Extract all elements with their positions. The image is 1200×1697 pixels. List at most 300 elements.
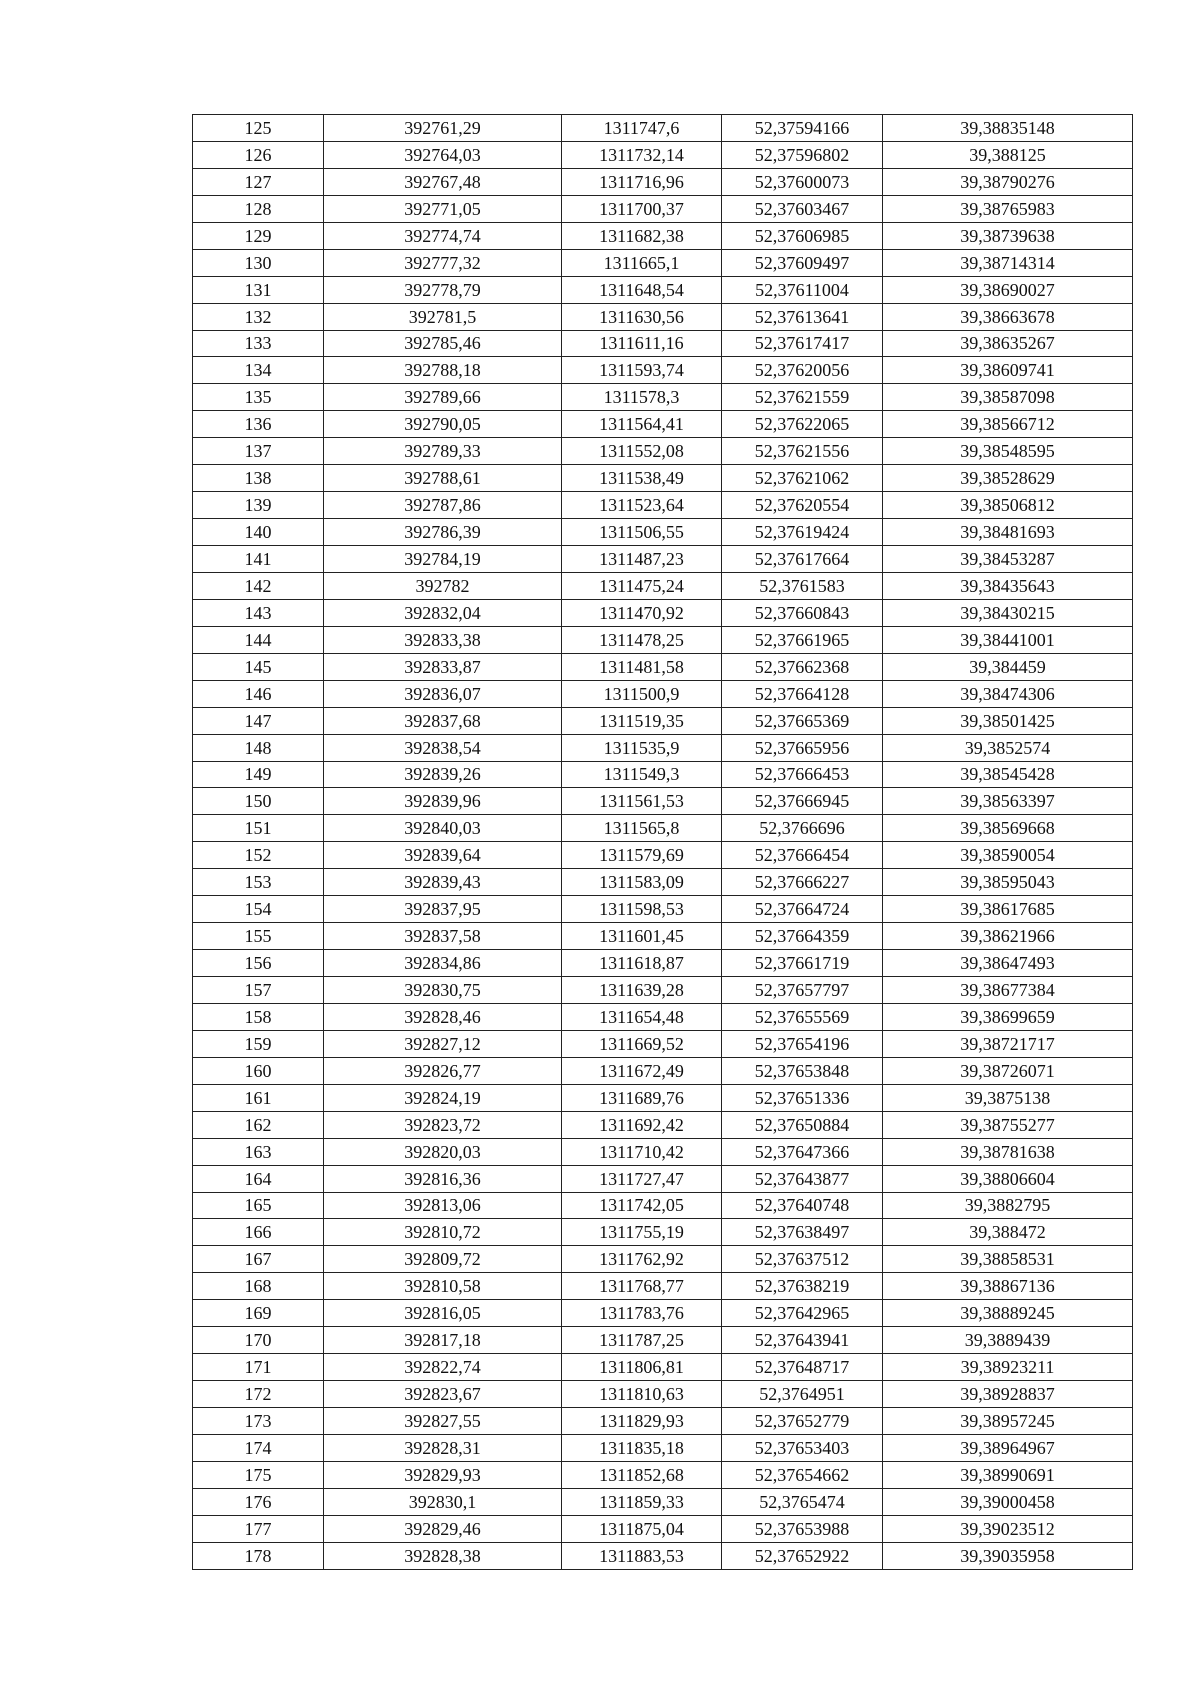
point-number-cell: 131	[193, 276, 324, 303]
longitude-cell: 39,38566712	[883, 411, 1133, 438]
point-number-cell: 178	[193, 1542, 324, 1569]
point-number-cell: 156	[193, 950, 324, 977]
point-number-cell: 168	[193, 1273, 324, 1300]
x-coordinate-cell: 392833,38	[324, 626, 562, 653]
longitude-cell: 39,38617685	[883, 896, 1133, 923]
latitude-cell: 52,37638497	[722, 1219, 883, 1246]
x-coordinate-cell: 392833,87	[324, 653, 562, 680]
point-number-cell: 152	[193, 842, 324, 869]
table-row	[193, 680, 1133, 707]
latitude-cell: 52,37657797	[722, 977, 883, 1004]
point-number-cell: 139	[193, 492, 324, 519]
y-coordinate-cell: 1311500,9	[562, 680, 722, 707]
y-coordinate-cell: 1311598,53	[562, 896, 722, 923]
table-row	[193, 357, 1133, 384]
table-row	[193, 1515, 1133, 1542]
longitude-cell: 39,38481693	[883, 519, 1133, 546]
table-row	[193, 653, 1133, 680]
table-row	[193, 1003, 1133, 1030]
y-coordinate-cell: 1311859,33	[562, 1488, 722, 1515]
latitude-cell: 52,37653988	[722, 1515, 883, 1542]
longitude-cell: 39,38867136	[883, 1273, 1133, 1300]
y-coordinate-cell: 1311630,56	[562, 303, 722, 330]
latitude-cell: 52,37621556	[722, 438, 883, 465]
table-row	[193, 141, 1133, 168]
latitude-cell: 52,37666945	[722, 788, 883, 815]
table-row	[193, 195, 1133, 222]
latitude-cell: 52,37643941	[722, 1327, 883, 1354]
latitude-cell: 52,37642965	[722, 1300, 883, 1327]
latitude-cell: 52,37654196	[722, 1030, 883, 1057]
latitude-cell: 52,37653403	[722, 1434, 883, 1461]
table-row	[193, 438, 1133, 465]
latitude-cell: 52,37652779	[722, 1408, 883, 1435]
table-row	[193, 546, 1133, 573]
latitude-cell: 52,37666227	[722, 869, 883, 896]
point-number-cell: 176	[193, 1488, 324, 1515]
point-number-cell: 154	[193, 896, 324, 923]
y-coordinate-cell: 1311519,35	[562, 707, 722, 734]
table-row	[193, 869, 1133, 896]
y-coordinate-cell: 1311716,96	[562, 168, 722, 195]
longitude-cell: 39,39000458	[883, 1488, 1133, 1515]
point-number-cell: 128	[193, 195, 324, 222]
point-number-cell: 162	[193, 1111, 324, 1138]
point-number-cell: 175	[193, 1461, 324, 1488]
longitude-cell: 39,38739638	[883, 222, 1133, 249]
y-coordinate-cell: 1311742,05	[562, 1192, 722, 1219]
table-row	[193, 115, 1133, 142]
latitude-cell: 52,37621559	[722, 384, 883, 411]
x-coordinate-cell: 392836,07	[324, 680, 562, 707]
point-number-cell: 141	[193, 546, 324, 573]
x-coordinate-cell: 392781,5	[324, 303, 562, 330]
x-coordinate-cell: 392828,38	[324, 1542, 562, 1569]
latitude-cell: 52,37613641	[722, 303, 883, 330]
latitude-cell: 52,37596802	[722, 141, 883, 168]
longitude-cell: 39,38453287	[883, 546, 1133, 573]
latitude-cell: 52,37643877	[722, 1165, 883, 1192]
x-coordinate-cell: 392788,61	[324, 465, 562, 492]
latitude-cell: 52,37640748	[722, 1192, 883, 1219]
y-coordinate-cell: 1311700,37	[562, 195, 722, 222]
y-coordinate-cell: 1311523,64	[562, 492, 722, 519]
latitude-cell: 52,37617664	[722, 546, 883, 573]
y-coordinate-cell: 1311829,93	[562, 1408, 722, 1435]
point-number-cell: 130	[193, 249, 324, 276]
latitude-cell: 52,37637512	[722, 1246, 883, 1273]
table-row	[193, 1273, 1133, 1300]
longitude-cell: 39,39035958	[883, 1542, 1133, 1569]
point-number-cell: 157	[193, 977, 324, 1004]
latitude-cell: 52,37647366	[722, 1138, 883, 1165]
longitude-cell: 39,38590054	[883, 842, 1133, 869]
longitude-cell: 39,38430215	[883, 599, 1133, 626]
longitude-cell: 39,38501425	[883, 707, 1133, 734]
x-coordinate-cell: 392830,1	[324, 1488, 562, 1515]
table-row	[193, 249, 1133, 276]
x-coordinate-cell: 392774,74	[324, 222, 562, 249]
longitude-cell: 39,38957245	[883, 1408, 1133, 1435]
point-number-cell: 138	[193, 465, 324, 492]
table-row	[193, 1111, 1133, 1138]
latitude-cell: 52,37600073	[722, 168, 883, 195]
point-number-cell: 134	[193, 357, 324, 384]
longitude-cell: 39,38714314	[883, 249, 1133, 276]
longitude-cell: 39,38506812	[883, 492, 1133, 519]
x-coordinate-cell: 392839,96	[324, 788, 562, 815]
coordinates-table	[192, 114, 1133, 1570]
latitude-cell: 52,37620056	[722, 357, 883, 384]
x-coordinate-cell: 392828,31	[324, 1434, 562, 1461]
x-coordinate-cell: 392761,29	[324, 115, 562, 142]
y-coordinate-cell: 1311487,23	[562, 546, 722, 573]
y-coordinate-cell: 1311692,42	[562, 1111, 722, 1138]
x-coordinate-cell: 392784,19	[324, 546, 562, 573]
x-coordinate-cell: 392830,75	[324, 977, 562, 1004]
x-coordinate-cell: 392785,46	[324, 330, 562, 357]
longitude-cell: 39,3889439	[883, 1327, 1133, 1354]
longitude-cell: 39,38677384	[883, 977, 1133, 1004]
x-coordinate-cell: 392790,05	[324, 411, 562, 438]
latitude-cell: 52,3765474	[722, 1488, 883, 1515]
x-coordinate-cell: 392813,06	[324, 1192, 562, 1219]
point-number-cell: 145	[193, 653, 324, 680]
longitude-cell: 39,38781638	[883, 1138, 1133, 1165]
y-coordinate-cell: 1311478,25	[562, 626, 722, 653]
latitude-cell: 52,37664359	[722, 923, 883, 950]
table-row	[193, 1057, 1133, 1084]
point-number-cell: 140	[193, 519, 324, 546]
longitude-cell: 39,38435643	[883, 572, 1133, 599]
y-coordinate-cell: 1311665,1	[562, 249, 722, 276]
y-coordinate-cell: 1311506,55	[562, 519, 722, 546]
table-row	[193, 707, 1133, 734]
table-row	[193, 1138, 1133, 1165]
latitude-cell: 52,3766696	[722, 815, 883, 842]
point-number-cell: 167	[193, 1246, 324, 1273]
latitude-cell: 52,3761583	[722, 572, 883, 599]
y-coordinate-cell: 1311470,92	[562, 599, 722, 626]
x-coordinate-cell: 392817,18	[324, 1327, 562, 1354]
latitude-cell: 52,37594166	[722, 115, 883, 142]
table-row	[193, 1408, 1133, 1435]
point-number-cell: 125	[193, 115, 324, 142]
x-coordinate-cell: 392786,39	[324, 519, 562, 546]
x-coordinate-cell: 392832,04	[324, 599, 562, 626]
latitude-cell: 52,37655569	[722, 1003, 883, 1030]
table-row	[193, 519, 1133, 546]
point-number-cell: 159	[193, 1030, 324, 1057]
longitude-cell: 39,3882795	[883, 1192, 1133, 1219]
point-number-cell: 171	[193, 1354, 324, 1381]
y-coordinate-cell: 1311583,09	[562, 869, 722, 896]
x-coordinate-cell: 392788,18	[324, 357, 562, 384]
point-number-cell: 172	[193, 1381, 324, 1408]
coordinates-table-body	[193, 115, 1133, 1570]
latitude-cell: 52,3764951	[722, 1381, 883, 1408]
point-number-cell: 133	[193, 330, 324, 357]
point-number-cell: 150	[193, 788, 324, 815]
longitude-cell: 39,38663678	[883, 303, 1133, 330]
point-number-cell: 173	[193, 1408, 324, 1435]
point-number-cell: 163	[193, 1138, 324, 1165]
point-number-cell: 137	[193, 438, 324, 465]
table-row	[193, 1165, 1133, 1192]
latitude-cell: 52,37662368	[722, 653, 883, 680]
point-number-cell: 166	[193, 1219, 324, 1246]
y-coordinate-cell: 1311579,69	[562, 842, 722, 869]
latitude-cell: 52,37622065	[722, 411, 883, 438]
x-coordinate-cell: 392823,67	[324, 1381, 562, 1408]
y-coordinate-cell: 1311565,8	[562, 815, 722, 842]
y-coordinate-cell: 1311654,48	[562, 1003, 722, 1030]
y-coordinate-cell: 1311835,18	[562, 1434, 722, 1461]
longitude-cell: 39,38928837	[883, 1381, 1133, 1408]
y-coordinate-cell: 1311755,19	[562, 1219, 722, 1246]
longitude-cell: 39,38621966	[883, 923, 1133, 950]
point-number-cell: 153	[193, 869, 324, 896]
y-coordinate-cell: 1311538,49	[562, 465, 722, 492]
y-coordinate-cell: 1311593,74	[562, 357, 722, 384]
longitude-cell: 39,388125	[883, 141, 1133, 168]
longitude-cell: 39,38609741	[883, 357, 1133, 384]
point-number-cell: 147	[193, 707, 324, 734]
y-coordinate-cell: 1311669,52	[562, 1030, 722, 1057]
x-coordinate-cell: 392767,48	[324, 168, 562, 195]
latitude-cell: 52,37660843	[722, 599, 883, 626]
y-coordinate-cell: 1311710,42	[562, 1138, 722, 1165]
point-number-cell: 177	[193, 1515, 324, 1542]
point-number-cell: 164	[193, 1165, 324, 1192]
latitude-cell: 52,37620554	[722, 492, 883, 519]
longitude-cell: 39,38889245	[883, 1300, 1133, 1327]
table-row	[193, 1246, 1133, 1273]
table-row	[193, 734, 1133, 761]
table-row	[193, 1434, 1133, 1461]
table-row	[193, 1219, 1133, 1246]
y-coordinate-cell: 1311875,04	[562, 1515, 722, 1542]
x-coordinate-cell: 392789,33	[324, 438, 562, 465]
point-number-cell: 129	[193, 222, 324, 249]
x-coordinate-cell: 392823,72	[324, 1111, 562, 1138]
x-coordinate-cell: 392778,79	[324, 276, 562, 303]
longitude-cell: 39,38569668	[883, 815, 1133, 842]
x-coordinate-cell: 392809,72	[324, 1246, 562, 1273]
y-coordinate-cell: 1311552,08	[562, 438, 722, 465]
longitude-cell: 39,38563397	[883, 788, 1133, 815]
y-coordinate-cell: 1311549,3	[562, 761, 722, 788]
latitude-cell: 52,37665369	[722, 707, 883, 734]
y-coordinate-cell: 1311762,92	[562, 1246, 722, 1273]
latitude-cell: 52,37611004	[722, 276, 883, 303]
point-number-cell: 132	[193, 303, 324, 330]
y-coordinate-cell: 1311747,6	[562, 115, 722, 142]
table-row	[193, 330, 1133, 357]
longitude-cell: 39,388472	[883, 1219, 1133, 1246]
y-coordinate-cell: 1311648,54	[562, 276, 722, 303]
longitude-cell: 39,38858531	[883, 1246, 1133, 1273]
x-coordinate-cell: 392827,55	[324, 1408, 562, 1435]
longitude-cell: 39,38647493	[883, 950, 1133, 977]
y-coordinate-cell: 1311481,58	[562, 653, 722, 680]
table-row	[193, 465, 1133, 492]
table-row	[193, 1030, 1133, 1057]
longitude-cell: 39,38765983	[883, 195, 1133, 222]
longitude-cell: 39,38790276	[883, 168, 1133, 195]
x-coordinate-cell: 392777,32	[324, 249, 562, 276]
y-coordinate-cell: 1311810,63	[562, 1381, 722, 1408]
latitude-cell: 52,37621062	[722, 465, 883, 492]
table-row	[193, 1327, 1133, 1354]
point-number-cell: 151	[193, 815, 324, 842]
y-coordinate-cell: 1311768,77	[562, 1273, 722, 1300]
point-number-cell: 144	[193, 626, 324, 653]
point-number-cell: 174	[193, 1434, 324, 1461]
table-row	[193, 761, 1133, 788]
point-number-cell: 155	[193, 923, 324, 950]
point-number-cell: 160	[193, 1057, 324, 1084]
latitude-cell: 52,37665956	[722, 734, 883, 761]
latitude-cell: 52,37666454	[722, 842, 883, 869]
table-row	[193, 1381, 1133, 1408]
longitude-cell: 39,38721717	[883, 1030, 1133, 1057]
point-number-cell: 170	[193, 1327, 324, 1354]
x-coordinate-cell: 392782	[324, 572, 562, 599]
x-coordinate-cell: 392820,03	[324, 1138, 562, 1165]
longitude-cell: 39,38806604	[883, 1165, 1133, 1192]
point-number-cell: 161	[193, 1084, 324, 1111]
x-coordinate-cell: 392816,05	[324, 1300, 562, 1327]
y-coordinate-cell: 1311682,38	[562, 222, 722, 249]
latitude-cell: 52,37648717	[722, 1354, 883, 1381]
y-coordinate-cell: 1311787,25	[562, 1327, 722, 1354]
x-coordinate-cell: 392837,68	[324, 707, 562, 734]
latitude-cell: 52,37603467	[722, 195, 883, 222]
x-coordinate-cell: 392828,46	[324, 1003, 562, 1030]
point-number-cell: 136	[193, 411, 324, 438]
longitude-cell: 39,38990691	[883, 1461, 1133, 1488]
point-number-cell: 149	[193, 761, 324, 788]
y-coordinate-cell: 1311578,3	[562, 384, 722, 411]
x-coordinate-cell: 392822,74	[324, 1354, 562, 1381]
table-row	[193, 303, 1133, 330]
x-coordinate-cell: 392816,36	[324, 1165, 562, 1192]
latitude-cell: 52,37606985	[722, 222, 883, 249]
x-coordinate-cell: 392834,86	[324, 950, 562, 977]
table-row	[193, 1488, 1133, 1515]
table-row	[193, 788, 1133, 815]
y-coordinate-cell: 1311561,53	[562, 788, 722, 815]
point-number-cell: 169	[193, 1300, 324, 1327]
x-coordinate-cell: 392837,58	[324, 923, 562, 950]
y-coordinate-cell: 1311783,76	[562, 1300, 722, 1327]
x-coordinate-cell: 392840,03	[324, 815, 562, 842]
table-row	[193, 599, 1133, 626]
point-number-cell: 143	[193, 599, 324, 626]
longitude-cell: 39,38441001	[883, 626, 1133, 653]
latitude-cell: 52,37664724	[722, 896, 883, 923]
y-coordinate-cell: 1311639,28	[562, 977, 722, 1004]
point-number-cell: 135	[193, 384, 324, 411]
x-coordinate-cell: 392839,43	[324, 869, 562, 896]
latitude-cell: 52,37666453	[722, 761, 883, 788]
x-coordinate-cell: 392810,72	[324, 1219, 562, 1246]
x-coordinate-cell: 392826,77	[324, 1057, 562, 1084]
table-row	[193, 1542, 1133, 1569]
longitude-cell: 39,38545428	[883, 761, 1133, 788]
x-coordinate-cell: 392787,86	[324, 492, 562, 519]
longitude-cell: 39,39023512	[883, 1515, 1133, 1542]
longitude-cell: 39,38528629	[883, 465, 1133, 492]
latitude-cell: 52,37654662	[722, 1461, 883, 1488]
y-coordinate-cell: 1311611,16	[562, 330, 722, 357]
x-coordinate-cell: 392824,19	[324, 1084, 562, 1111]
latitude-cell: 52,37664128	[722, 680, 883, 707]
latitude-cell: 52,37619424	[722, 519, 883, 546]
y-coordinate-cell: 1311732,14	[562, 141, 722, 168]
point-number-cell: 127	[193, 168, 324, 195]
table-row	[193, 384, 1133, 411]
longitude-cell: 39,38835148	[883, 115, 1133, 142]
longitude-cell: 39,38474306	[883, 680, 1133, 707]
table-row	[193, 815, 1133, 842]
longitude-cell: 39,3875138	[883, 1084, 1133, 1111]
y-coordinate-cell: 1311601,45	[562, 923, 722, 950]
point-number-cell: 148	[193, 734, 324, 761]
table-row	[193, 492, 1133, 519]
longitude-cell: 39,38923211	[883, 1354, 1133, 1381]
point-number-cell: 126	[193, 141, 324, 168]
longitude-cell: 39,38548595	[883, 438, 1133, 465]
longitude-cell: 39,3852574	[883, 734, 1133, 761]
table-row	[193, 1084, 1133, 1111]
table-row	[193, 276, 1133, 303]
x-coordinate-cell: 392838,54	[324, 734, 562, 761]
latitude-cell: 52,37638219	[722, 1273, 883, 1300]
latitude-cell: 52,37661965	[722, 626, 883, 653]
table-row	[193, 923, 1133, 950]
longitude-cell: 39,38726071	[883, 1057, 1133, 1084]
table-row	[193, 626, 1133, 653]
x-coordinate-cell: 392771,05	[324, 195, 562, 222]
x-coordinate-cell: 392839,64	[324, 842, 562, 869]
latitude-cell: 52,37650884	[722, 1111, 883, 1138]
latitude-cell: 52,37609497	[722, 249, 883, 276]
table-row	[193, 222, 1133, 249]
longitude-cell: 39,38587098	[883, 384, 1133, 411]
x-coordinate-cell: 392764,03	[324, 141, 562, 168]
x-coordinate-cell: 392827,12	[324, 1030, 562, 1057]
latitude-cell: 52,37652922	[722, 1542, 883, 1569]
latitude-cell: 52,37651336	[722, 1084, 883, 1111]
table-row	[193, 977, 1133, 1004]
y-coordinate-cell: 1311806,81	[562, 1354, 722, 1381]
point-number-cell: 165	[193, 1192, 324, 1219]
longitude-cell: 39,38964967	[883, 1434, 1133, 1461]
point-number-cell: 146	[193, 680, 324, 707]
x-coordinate-cell: 392837,95	[324, 896, 562, 923]
x-coordinate-cell: 392789,66	[324, 384, 562, 411]
latitude-cell: 52,37653848	[722, 1057, 883, 1084]
longitude-cell: 39,38635267	[883, 330, 1133, 357]
table-row	[193, 842, 1133, 869]
table-row	[193, 572, 1133, 599]
y-coordinate-cell: 1311672,49	[562, 1057, 722, 1084]
table-row	[193, 1300, 1133, 1327]
y-coordinate-cell: 1311618,87	[562, 950, 722, 977]
y-coordinate-cell: 1311689,76	[562, 1084, 722, 1111]
